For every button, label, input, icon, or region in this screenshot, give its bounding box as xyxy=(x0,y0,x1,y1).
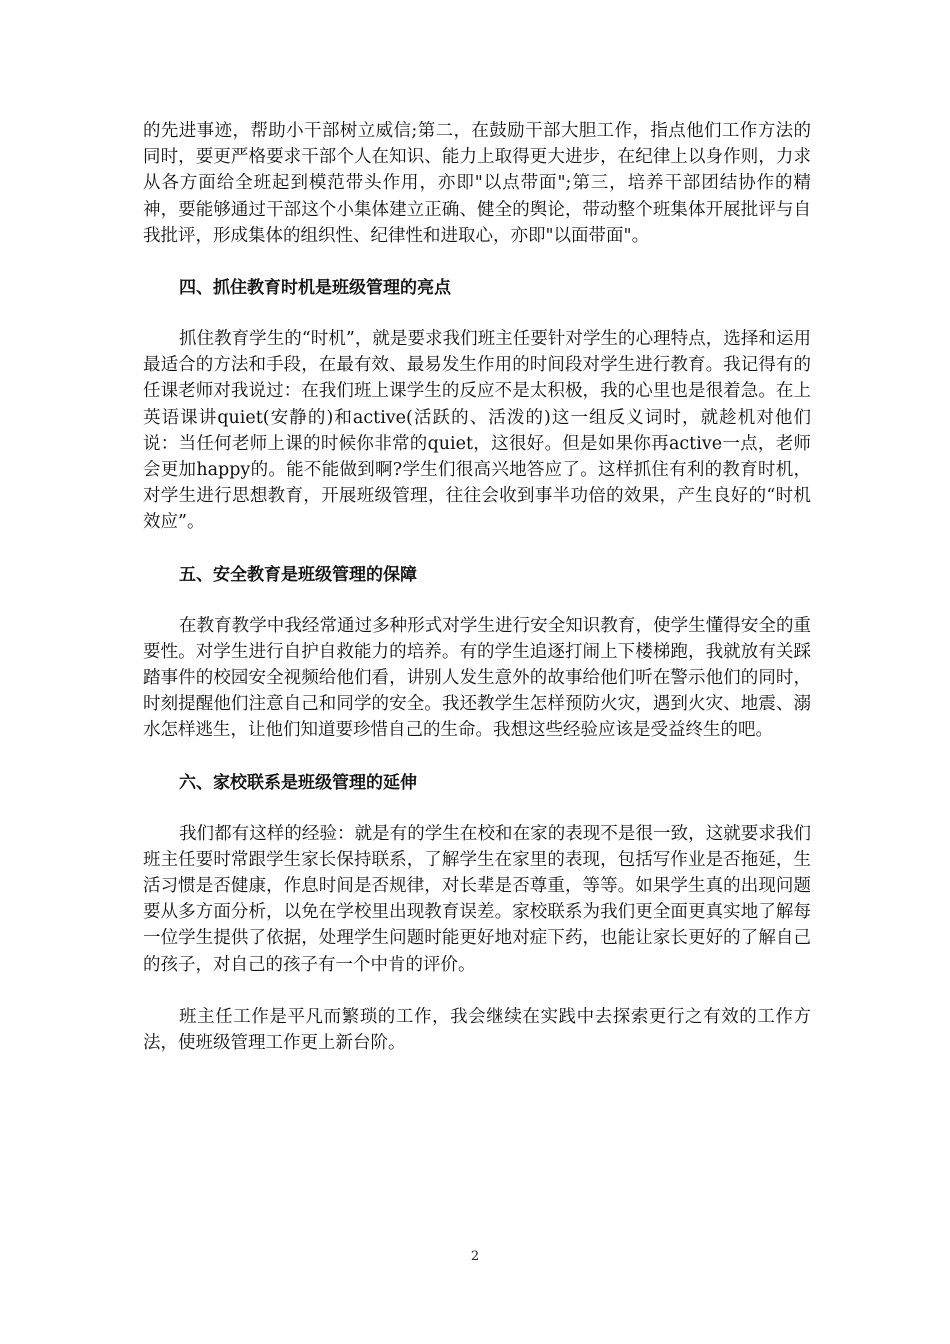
section-heading-timing: 四、抓住教育时机是班级管理的亮点 xyxy=(179,278,451,299)
section-heading-safety: 五、安全教育是班级管理的保障 xyxy=(179,564,417,585)
section-body-timing: 抓住教育学生的“时机”，就是要求我们班主任要针对学生的心理特点，选择和运用最适合的方法和手段，在最有效、最易发生作用的时间段对学生进行教育。我记得有的任课老师对我说过：在我们班上课学生的反应不是太积极，我的心里也是很着急。在上英语课讲quiet(安静的)和active(活跃的、活泼的)这一组反义词时，就趁机对他们说：当任何老师上课的时候你非常的quiet，这很好。但是如果你再active一点，老师会更加happy的。能不能做到啊?学生们很高兴地答应了。这样抓住有利的教育时机，对学生进行思想教育，开展班级管理，往往会收到事半功倍的效果，产生良好的“时机效应”。 xyxy=(143,329,811,533)
section-body-home-school: 我们都有这样的经验：就是有的学生在校和在家的表现不是很一致，这就要求我们班主任要时常跟学生家长保持联系，了解学生在家里的表现，包括写作业是否拖延，生活习惯是否健康，作息时间是否规律，对长辈是否尊重，等等。如果学生真的出现问题要从多方面分析，以免在学校里出现教育误差。家校联系为我们更全面更真实地了解每一位学生提供了依据，处理学生问题时能更好地对症下药，也能让家长更好的了解自己的孩子，对自己的孩子有一个中肯的评价。 xyxy=(143,823,811,975)
document-page xyxy=(143,118,811,1056)
closing-paragraph: 班主任工作是平凡而繁琐的工作，我会继续在实践中去探索更行之有效的工作方法，使班级管理工作更上新台阶。 xyxy=(143,1006,811,1054)
section-body-safety: 在教育教学中我经常通过多种形式对学生进行安全知识教育，使学生懂得安全的重要性。对学生进行自护自救能力的培养。有的学生追逐打闹上下楼梯跑，我就放有关踩踏事件的校园安全视频给他们看，讲别人发生意外的故事给他们听在警示他们的同时，时刻提醒他们注意自己和同学的安全。我还教学生怎样预防火灾，遇到火灾、地震、溺水怎样逃生，让他们知道要珍惜自己的生命。我想这些经验应该是受益终生的吧。 xyxy=(143,615,811,741)
intro-paragraph: 的先进事迹，帮助小干部树立威信;第二，在鼓励干部大胆工作，指点他们工作方法的同时，要更严格要求干部个人在知识、能力上取得更大进步，在纪律上以身作则，力求从各方面给全班起到模范带头作用，亦即"以点带面";第三，培养干部团结协作的精神，要能够通过干部这个小集体建立正确、健全的舆论，带动整个班集体开展批评与自我批评，形成集体的组织性、纪律性和进取心，亦即"以面带面"。 xyxy=(143,121,811,246)
section-heading-home-school: 六、家校联系是班级管理的延伸 xyxy=(179,772,417,793)
page-number: 2 xyxy=(470,1249,480,1264)
